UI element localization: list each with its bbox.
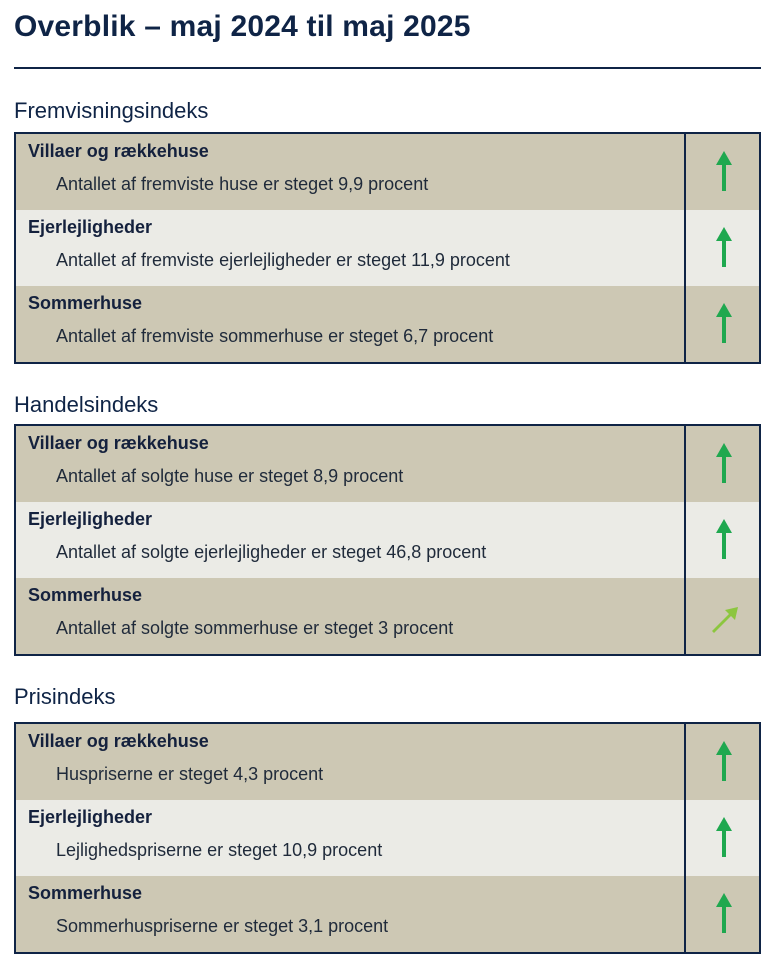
row-label: Ejerlejligheder [28,509,153,529]
arrow-up-icon [708,893,740,935]
arrow-cell [684,134,759,210]
row-label: Sommerhuse [28,883,143,903]
arrow-cell [684,210,759,286]
arrow-up-icon [708,303,740,345]
section-box-fremvisningsindeks [14,132,761,364]
index-row [16,578,759,654]
arrow-up-icon [708,227,740,269]
arrow-cell [684,724,759,800]
index-row [16,724,759,800]
row-text: Antallet af fremviste huse er steget 9,9 procent [56,174,429,194]
index-row [16,134,759,210]
section-heading-prisindeks: Prisindeks [14,684,116,709]
index-row [16,210,759,286]
section-box-prisindeks [14,722,761,954]
row-label: Ejerlejligheder [28,807,153,827]
arrow-up-icon [708,741,740,783]
index-row [16,426,759,502]
row-text: Antallet af solgte huse er steget 8,9 procent [56,466,404,486]
row-text: Antallet af solgte sommerhuse er steget 3 procent [56,618,454,638]
row-text: Lejlighedspriserne er steget 10,9 procent [56,840,383,860]
arrow-up-icon [708,443,740,485]
arrow-cell [684,286,759,362]
arrow-up-icon [708,519,740,561]
section-box-handelsindeks [14,424,761,656]
row-text: Huspriserne er steget 4,3 procent [56,764,324,784]
section-heading-handelsindeks: Handelsindeks [14,392,159,417]
row-label: Sommerhuse [28,293,143,313]
section-heading-fremvisningsindeks: Fremvisningsindeks [14,98,209,123]
index-row [16,286,759,362]
arrow-cell [684,578,759,654]
index-row [16,800,759,876]
row-label: Ejerlejligheder [28,217,153,237]
arrow-cell [684,876,759,952]
arrow-cell [684,800,759,876]
row-label: Sommerhuse [28,585,143,605]
row-label: Villaer og rækkehuse [28,731,209,751]
arrow-up-right-icon [708,595,740,637]
title-divider [14,67,761,69]
row-text: Antallet af fremviste sommerhuse er steget 6,7 procent [56,326,494,346]
row-text: Antallet af fremviste ejerlejligheder er steget 11,9 procent [56,250,510,270]
page-title: Overblik – maj 2024 til maj 2025 [14,10,471,43]
index-row [16,876,759,952]
arrow-up-icon [708,151,740,193]
row-label: Villaer og rækkehuse [28,433,209,453]
row-text: Antallet af solgte ejerlejligheder er steget 46,8 procent [56,542,487,562]
arrow-up-icon [708,817,740,859]
row-label: Villaer og rækkehuse [28,141,209,161]
row-text: Sommerhuspriserne er steget 3,1 procent [56,916,389,936]
arrow-cell [684,426,759,502]
arrow-cell [684,502,759,578]
index-row [16,502,759,578]
